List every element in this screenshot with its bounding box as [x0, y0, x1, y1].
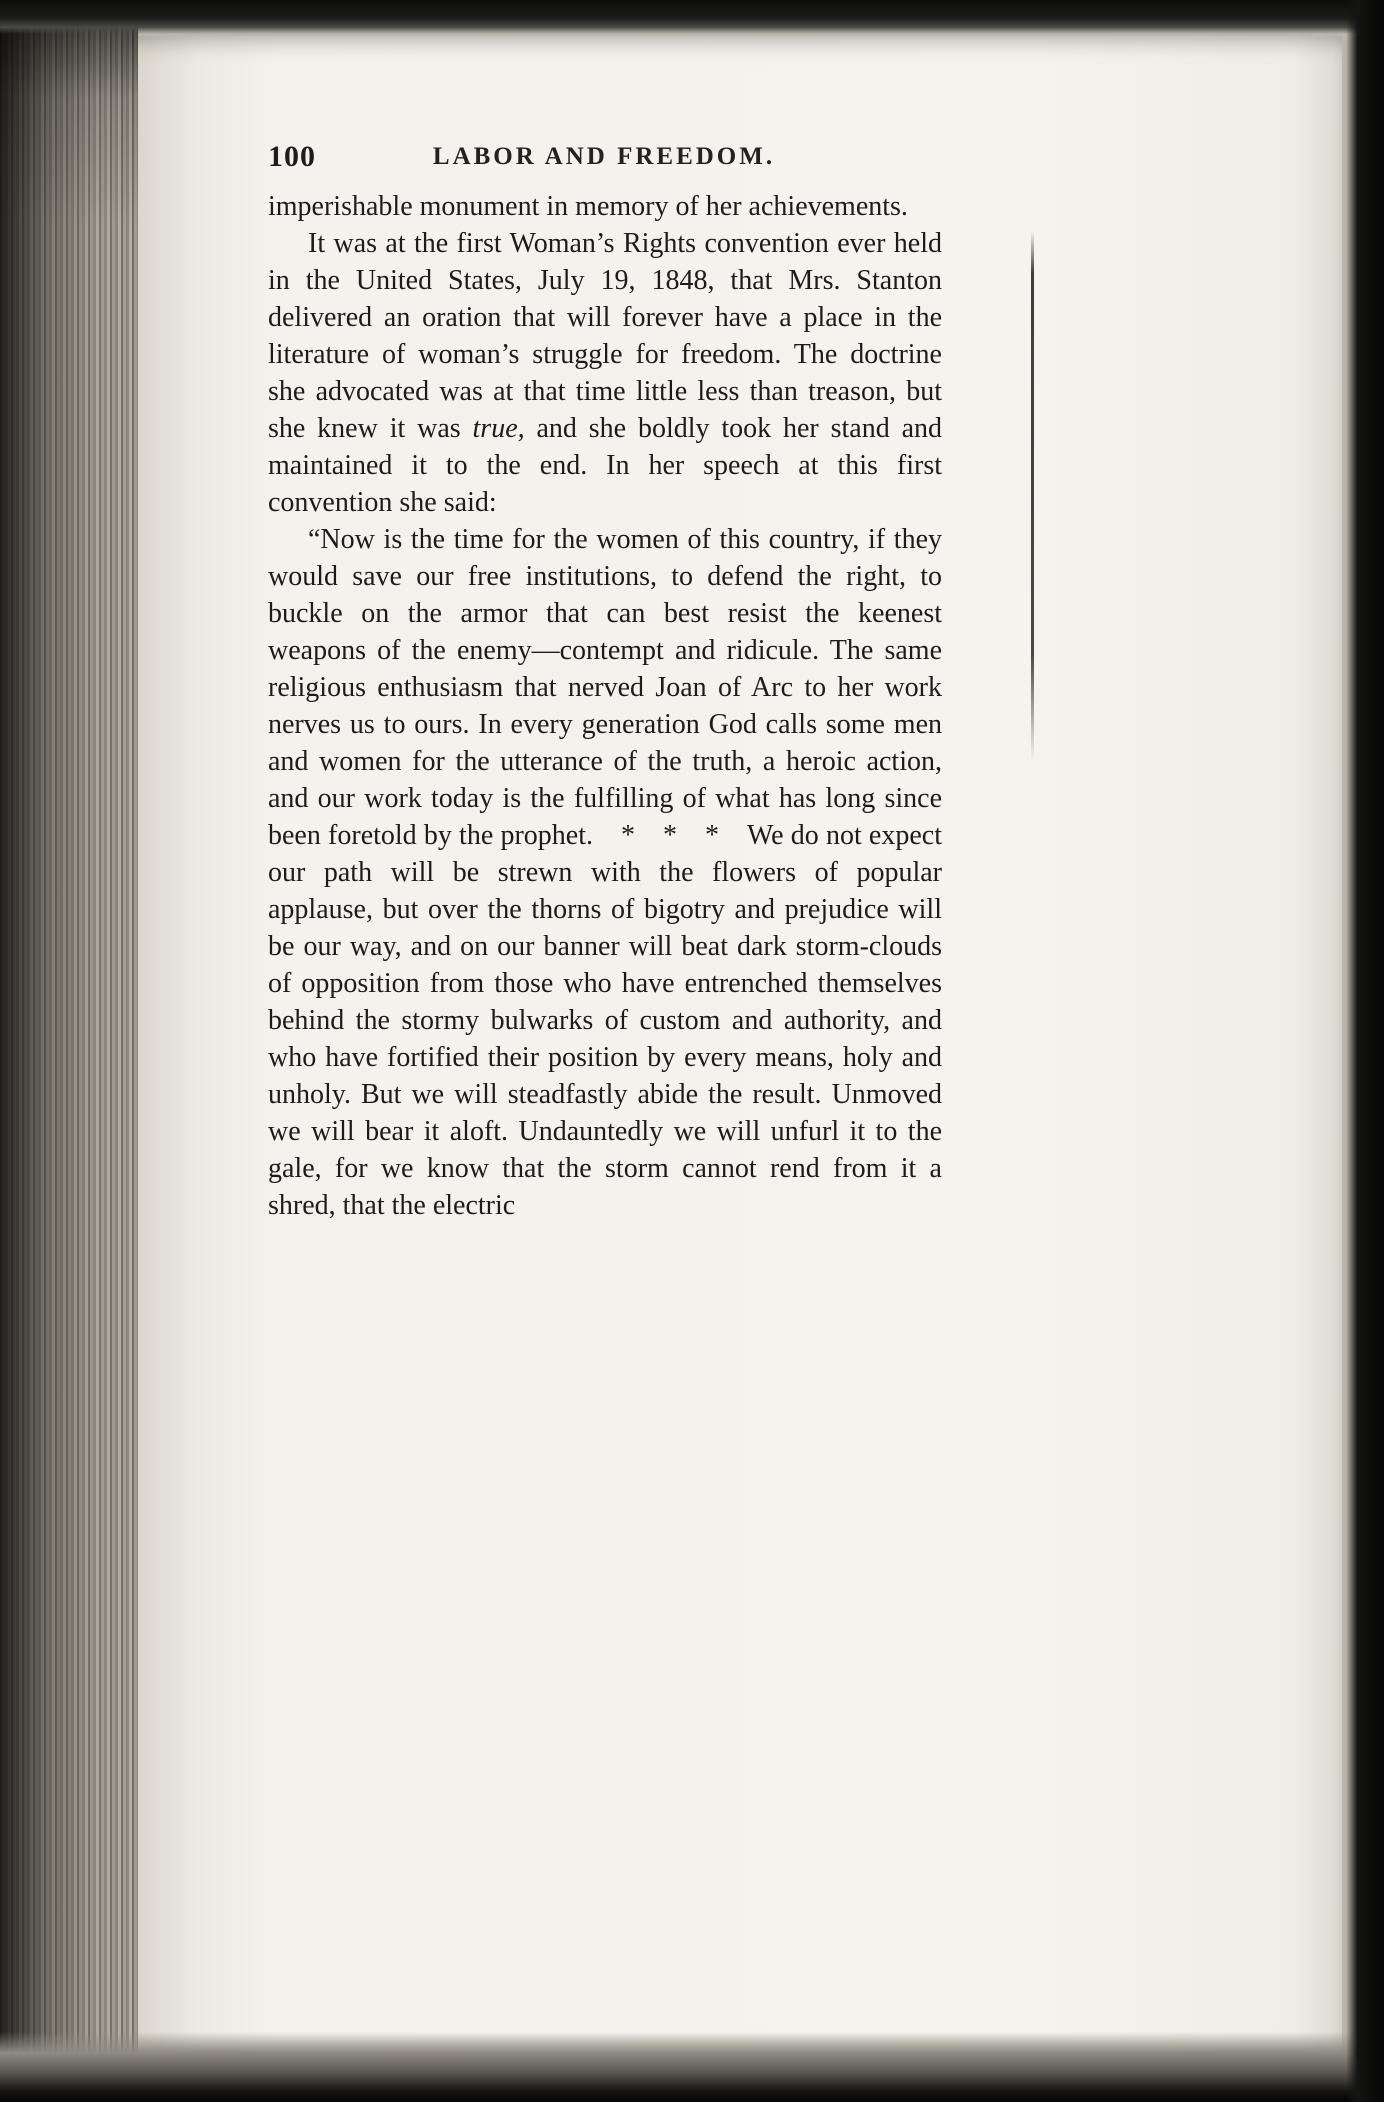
running-head-title: LABOR AND FREEDOM. — [432, 143, 776, 170]
scan-top-edge — [0, 0, 1384, 34]
scan-right-edge — [1346, 0, 1384, 2102]
text-run: and she boldly took her stand and maintained it to the end. In her speech at this first convention she said: — [268, 413, 943, 518]
page-header — [268, 140, 940, 180]
scan-bottom-edge — [0, 2032, 1384, 2102]
paragraph — [268, 188, 942, 225]
page-fore-edge-line — [1031, 231, 1034, 761]
text-run: “Now is the time for the women of this country, if they would save our free institutions, to defend the right, to buckle on the armor that can best resist the keenest weapons of the enemy—contempt and ridicule. The same religious enthusiasm that nerved Joan of Arc to her work nerves us to ours. In every generation God calls some men and women for the utterance of the truth, a heroic action, and our work today is the fulfilling of what has long since been foretold by the prophet. * * * We do not expect our path will be strewn with the flowers of popular applause, but over the thorns of bigotry and prejudice will be our way, and on our banner will beat dark storm-clouds of opposition from those who have entrenched themselves behind the stormy bulwarks of custom and authority, and who have fortified their position by every means, holy and unholy. But we will steadfastly abide the result. Unmoved we will bear it aloft. Undauntedly we will unfurl it to the gale, for we know that the storm cannot rend from it a shred, that the electric — [268, 524, 942, 1221]
page-number: 100 — [268, 140, 316, 173]
paragraph — [268, 225, 942, 521]
paragraph — [268, 521, 942, 1224]
book-page — [128, 36, 1342, 2060]
text-run: It was at the first Woman’s Rights convention ever held in the United States, July 19, 1848, that Mrs. Stanton delivered an oration that will forever have a place in the literature of woman’s struggle for freedom. The doctrine she advocated was at that time little less than treason, but she knew it was — [268, 228, 942, 444]
italic-text-run: true, — [472, 413, 525, 444]
text-run: imperishable monument in memory of her achievements. — [268, 191, 908, 222]
page-body-text — [268, 188, 942, 1224]
book-page-edges-texture — [0, 8, 138, 2094]
